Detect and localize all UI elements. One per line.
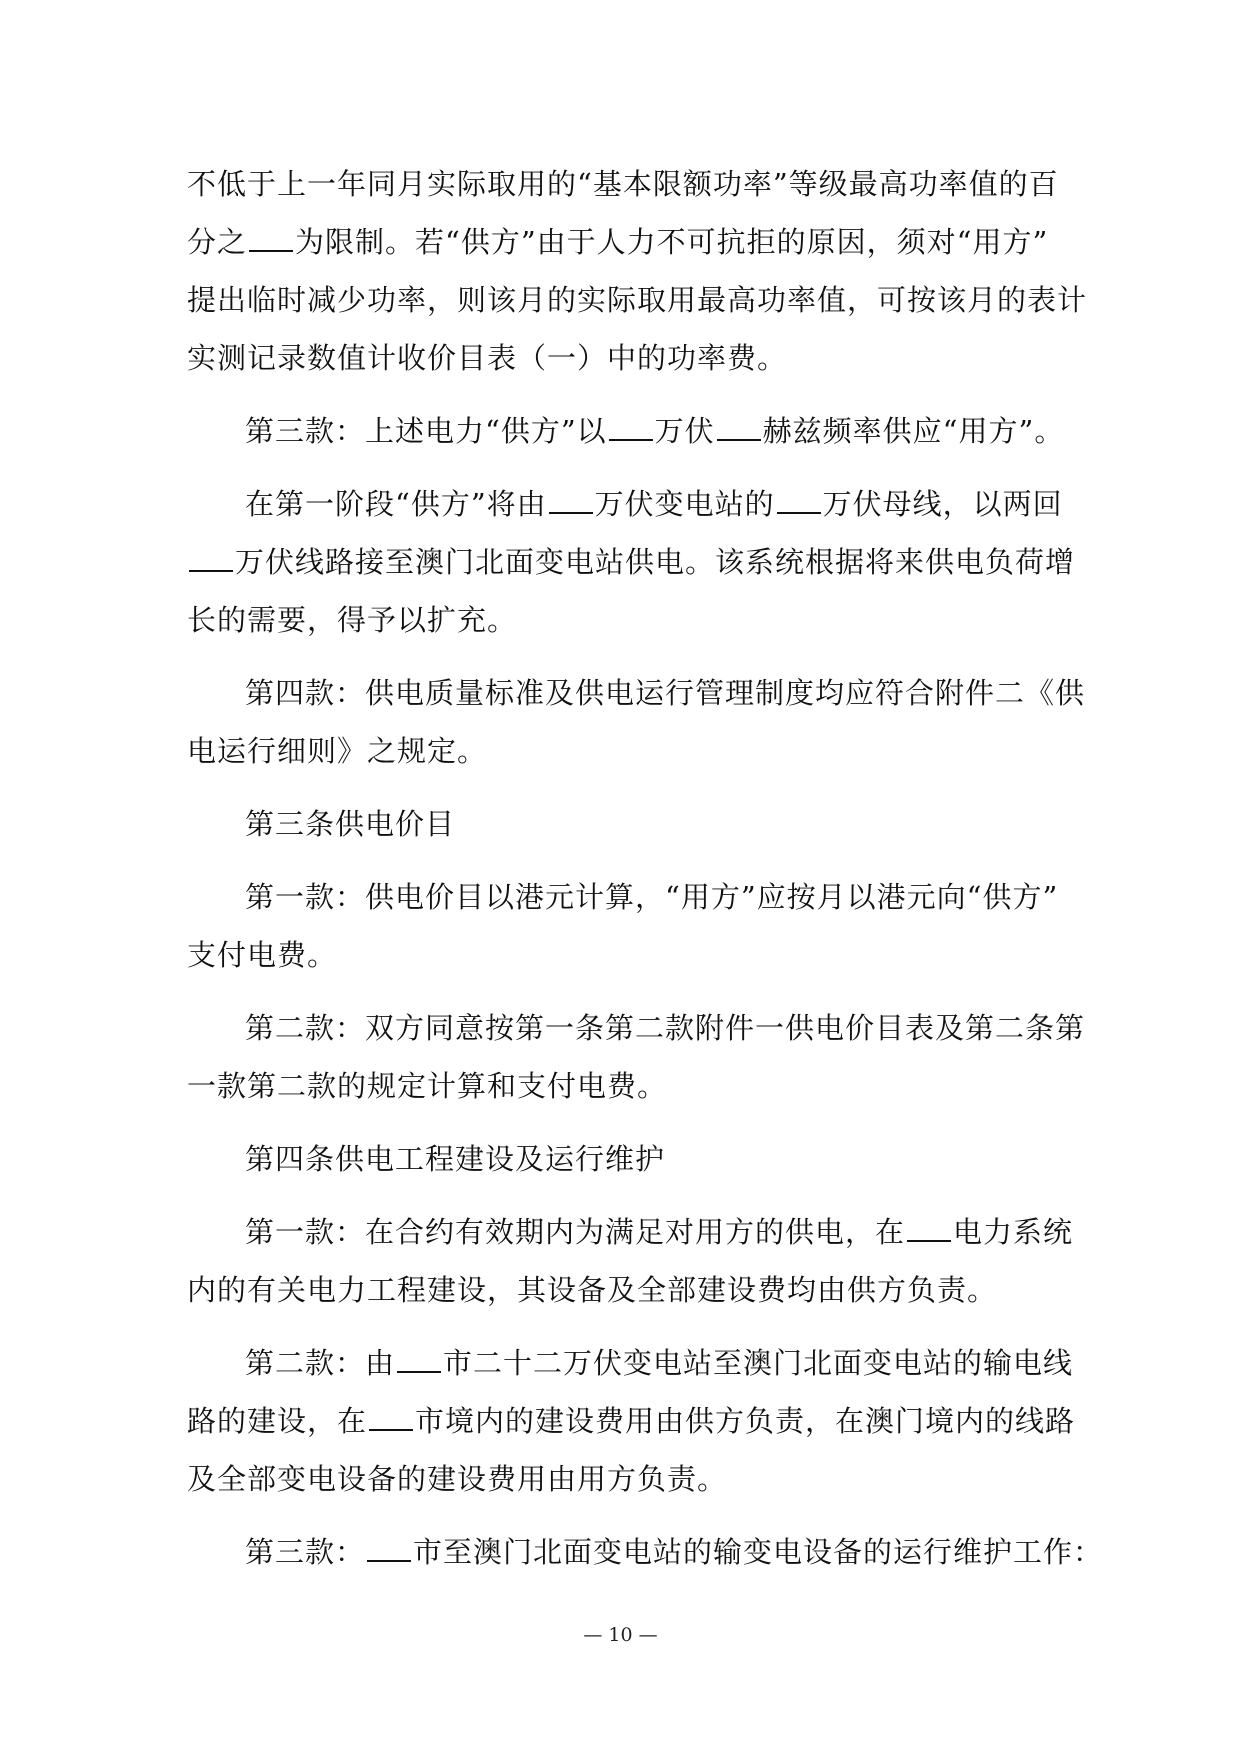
text-line bbox=[187, 664, 1086, 722]
text-segment: 赫兹频率供应“用方”。 bbox=[762, 414, 1065, 448]
paragraph-gap bbox=[187, 853, 1067, 868]
text-line bbox=[187, 271, 1088, 329]
text-segment: 一款第二款的规定计算和支付电费。 bbox=[187, 1069, 668, 1103]
text-line bbox=[187, 591, 1067, 649]
fill-in-blank bbox=[249, 224, 293, 252]
fill-in-blank bbox=[367, 1534, 411, 1562]
text-line bbox=[187, 155, 1067, 213]
text-segment: 第一款：供电价目以港元计算，“用方”应按月以港元向“供方” bbox=[245, 880, 1059, 914]
text-line bbox=[187, 1203, 1074, 1261]
fill-in-blank bbox=[609, 413, 653, 441]
paragraph-gap bbox=[187, 1319, 1067, 1334]
text-line bbox=[187, 475, 1067, 533]
fill-in-blank bbox=[397, 1345, 441, 1373]
paragraph-gap bbox=[187, 1115, 1067, 1130]
fill-in-blank bbox=[907, 1214, 951, 1242]
paragraph-gap bbox=[187, 387, 1067, 402]
text-segment: 第三条供电价目 bbox=[245, 807, 456, 841]
page-number: — 10 — bbox=[583, 1624, 658, 1646]
paragraph-gap bbox=[187, 1188, 1067, 1203]
text-segment: 实测记录数值计收价目表（一）中的功率费。 bbox=[187, 341, 788, 375]
fill-in-blank bbox=[369, 1403, 413, 1431]
text-segment: 提出临时减少功率，则该月的实际取用最高功率值，可按该月的表计 bbox=[187, 283, 1088, 317]
text-segment: 路的建设，在 bbox=[187, 1404, 368, 1438]
text-segment: 第一款：在合约有效期内为满足对用方的供电，在 bbox=[245, 1215, 906, 1249]
paragraph-gap bbox=[187, 984, 1067, 999]
text-segment: 第四款：供电质量标准及供电运行管理制度均应符合附件二《供 bbox=[245, 676, 1086, 710]
text-line bbox=[187, 1261, 1067, 1319]
text-segment: 万伏 bbox=[654, 414, 715, 448]
text-segment: 不低于上一年同月实际取用的“基本限额功率”等级最高功率值的百 bbox=[187, 167, 1059, 201]
document-body bbox=[187, 155, 1104, 1581]
text-line bbox=[187, 329, 1067, 387]
paragraph-gap bbox=[187, 1508, 1067, 1523]
text-segment: 电力系统 bbox=[953, 1215, 1074, 1249]
fill-in-blank bbox=[549, 486, 593, 514]
text-segment: 第四条供电工程建设及运行维护 bbox=[245, 1142, 666, 1176]
text-line bbox=[187, 1130, 1067, 1188]
text-line bbox=[187, 926, 1067, 984]
text-segment: 市境内的建设费用由供方负责，在澳门境内的线路 bbox=[415, 1404, 1076, 1438]
text-line bbox=[187, 1523, 1104, 1581]
text-segment: 在第一阶段“供方”将由 bbox=[245, 487, 547, 521]
text-segment: 第二款：双方同意按第一条第二款附件一供电价目表及第二条第 bbox=[245, 1011, 1086, 1045]
paragraph-gap bbox=[187, 460, 1067, 475]
text-segment: 长的需要，得予以扩充。 bbox=[187, 603, 518, 637]
text-segment: 第二款：由 bbox=[245, 1346, 396, 1380]
text-line bbox=[187, 213, 1067, 271]
text-segment: 支付电费。 bbox=[187, 938, 338, 972]
text-line bbox=[187, 1450, 1067, 1508]
text-segment: 万伏母线，以两回 bbox=[822, 487, 1063, 521]
text-segment: 市二十二万伏变电站至澳门北面变电站的输电线 bbox=[443, 1346, 1074, 1380]
text-line bbox=[187, 868, 1067, 926]
text-line bbox=[187, 1392, 1076, 1450]
text-line bbox=[187, 722, 1067, 780]
text-line bbox=[187, 533, 1076, 591]
text-line bbox=[187, 1334, 1074, 1392]
paragraph-gap bbox=[187, 649, 1067, 664]
text-segment: 市至澳门北面变电站的输变电设备的运行维护工作： bbox=[413, 1535, 1104, 1569]
text-line bbox=[187, 1057, 1067, 1115]
text-segment: 第三款： bbox=[245, 1535, 366, 1569]
text-line bbox=[187, 795, 1067, 853]
text-segment: 第三款：上述电力“供方”以 bbox=[245, 414, 607, 448]
paragraph-gap bbox=[187, 780, 1067, 795]
fill-in-blank bbox=[777, 486, 821, 514]
text-segment: 万伏线路接至澳门北面变电站供电。该系统根据将来供电负荷增 bbox=[235, 545, 1076, 579]
text-line bbox=[187, 999, 1086, 1057]
text-segment: 内的有关电力工程建设，其设备及全部建设费均由供方负责。 bbox=[187, 1273, 998, 1307]
text-segment: 及全部变电设备的建设费用由用方负责。 bbox=[187, 1462, 728, 1496]
text-segment: 为限制。若“供方”由于人力不可抗拒的原因，须对“用方” bbox=[295, 225, 1049, 259]
text-line bbox=[187, 402, 1067, 460]
text-segment: 分之 bbox=[187, 225, 248, 259]
text-segment: 万伏变电站的 bbox=[594, 487, 775, 521]
fill-in-blank bbox=[717, 413, 761, 441]
text-segment: 电运行细则》之规定。 bbox=[187, 734, 488, 768]
fill-in-blank bbox=[189, 544, 233, 572]
